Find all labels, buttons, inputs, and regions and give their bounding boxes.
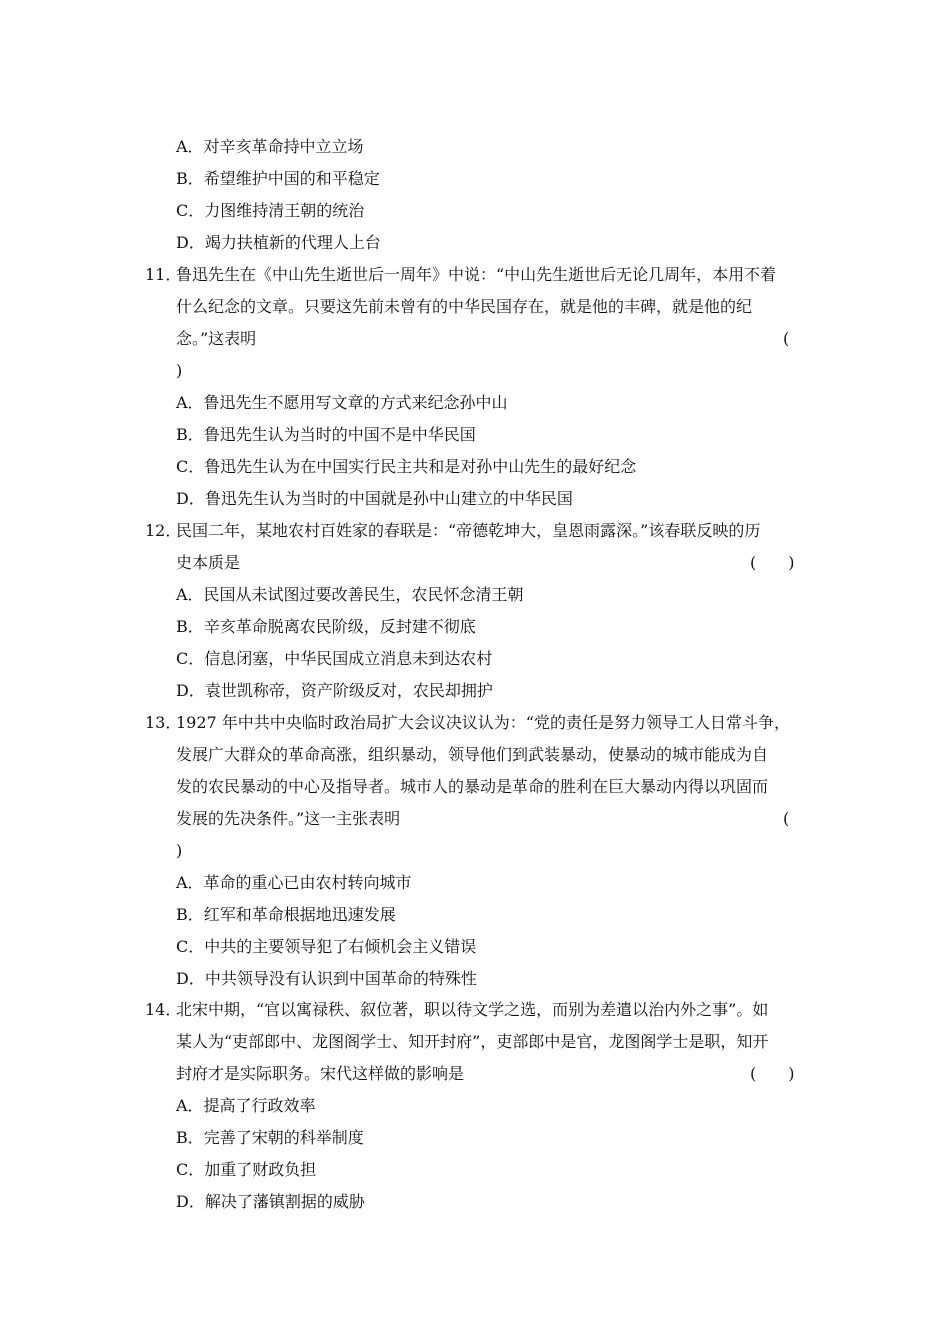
answer-paren-close: ) [176,361,183,380]
option-d: D．袁世凯称帝，资产阶级反对，农民却拥护 [176,681,493,700]
question-stem-line: 念。”这表明 [176,329,257,348]
question-number: 13． [145,713,182,732]
option-c: C．信息闭塞，中华民国成立消息未到达农村 [176,649,493,668]
option-a: A．对辛亥革命持中立立场 [176,137,364,156]
answer-paren-open: ( [783,329,790,348]
answer-paren: ( ) [750,1064,795,1083]
option-d: D．解决了藩镇割据的威胁 [176,1192,365,1211]
option-a: A．民国从未试图过要改善民生，农民怀念清王朝 [176,585,524,604]
option-a: A．革命的重心已由农村转向城市 [176,873,412,892]
question-stem-line: 鲁迅先生在《中山先生逝世后一周年》中说：“中山先生逝世后无论几周年，本用不着 [176,265,777,284]
question-number: 11． [145,265,182,284]
option-c: C．力图维持清王朝的统治 [176,201,365,220]
option-d: D．竭力扶植新的代理人上台 [176,233,381,252]
question-stem-line: 1927 年中共中央临时政治局扩大会议决议认为：“党的责任是努力领导工人日常斗争， [176,713,790,732]
question-stem-line: 北宋中期，“官以寓禄秩、叙位著，职以待文学之选，而别为差遣以治内外之事”。如 [176,1000,769,1019]
option-d: D．中共领导没有认识到中国革命的特殊性 [176,969,477,988]
answer-paren-close: ) [176,841,183,860]
option-c: C．中共的主要领导犯了右倾机会主义错误 [176,937,477,956]
question-stem-line: 发展广大群众的革命高涨，组织暴动，领导他们到武装暴动，使暴动的城市能成为自 [176,745,769,764]
option-b: B．鲁迅先生认为当时的中国不是中华民国 [176,425,476,444]
option-a: A．提高了行政效率 [176,1096,316,1115]
option-b: B．红军和革命根据地迅速发展 [176,905,396,924]
option-b: B．希望维护中国的和平稳定 [176,169,380,188]
answer-paren: ( ) [750,553,795,572]
question-stem-line: 发展的先决条件。”这一主张表明 [176,809,401,828]
question-stem-line: 封府才是实际职务。宋代这样做的影响是 [176,1064,465,1083]
question-stem-line: 某人为“吏部郎中、龙图阁学士、知开封府”，吏部郎中是官，龙图阁学士是职，知开 [176,1032,769,1051]
question-stem-line: 发的农民暴动的中心及指导者。城市人的暴动是革命的胜利在巨大暴动内得以巩固而 [176,777,769,796]
question-stem-line: 什么纪念的文章。只要这先前未曾有的中华民国存在，就是他的丰碑，就是他的纪 [176,297,753,316]
option-d: D．鲁迅先生认为当时的中国就是孙中山建立的中华民国 [176,489,573,508]
question-number: 12． [145,521,182,540]
option-a: A．鲁迅先生不愿用写文章的方式来纪念孙中山 [176,393,508,412]
question-stem-line: 民国二年，某地农村百姓家的春联是：“帝德乾坤大，皇恩雨露深。”该春联反映的历 [176,521,761,540]
option-b: B．完善了宋朝的科举制度 [176,1128,364,1147]
option-c: C．加重了财政负担 [176,1160,317,1179]
question-stem-line: 史本质是 [176,553,241,572]
option-c: C．鲁迅先生认为在中国实行民主共和是对孙中山先生的最好纪念 [176,457,637,476]
answer-paren-open: ( [783,809,790,828]
option-b: B．辛亥革命脱离农民阶级，反封建不彻底 [176,617,476,636]
question-number: 14． [145,1000,182,1019]
